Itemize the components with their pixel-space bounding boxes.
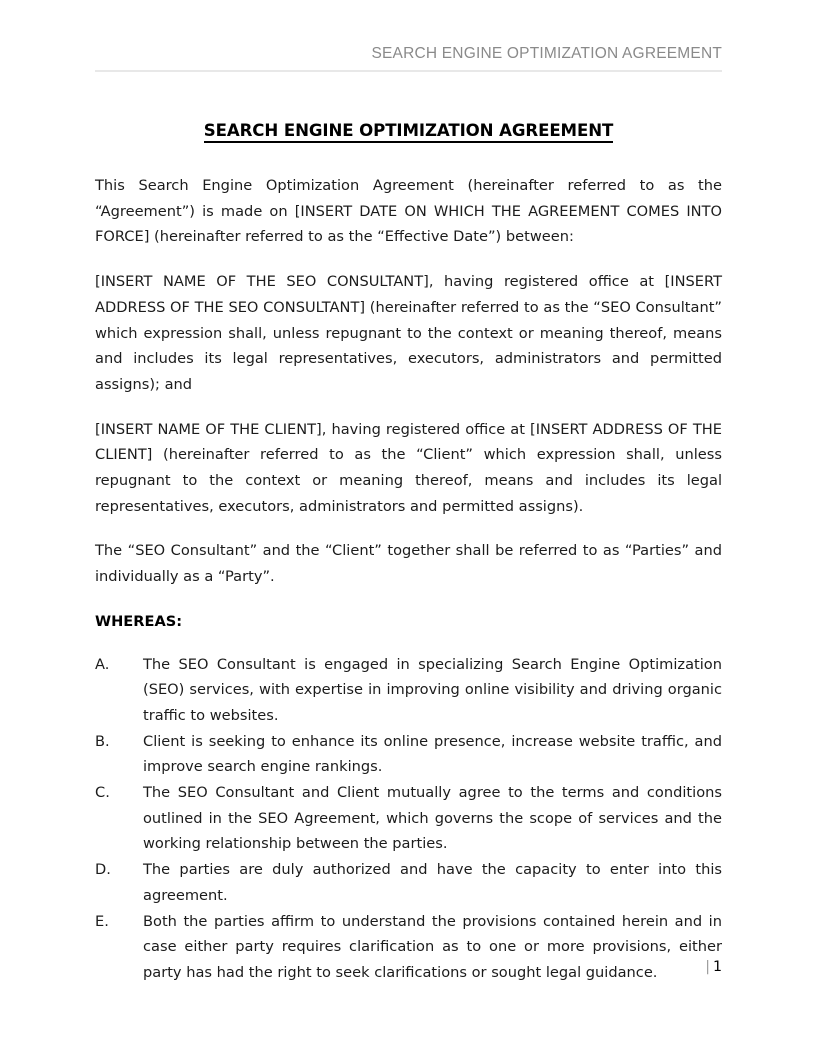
list-item-text: Both the parties affirm to understand the provisions contained herein and in case either party requires clarification as to one or more provisions, either party has had the right to seek clarifications or sought legal guidance. — [143, 912, 722, 981]
list-item-marker: A. — [95, 655, 110, 673]
list-item — [95, 729, 722, 780]
list-item — [95, 780, 722, 857]
list-item-text: The parties are duly authorized and have the capacity to enter into this agreement. — [143, 861, 722, 904]
footer-separator: | — [705, 959, 710, 975]
list-item-text: Client is seeking to enhance its online presence, increase website traffic, and improve search engine rankings. — [143, 732, 722, 776]
list-item-marker: C. — [95, 784, 110, 802]
list-item-marker: B. — [95, 732, 110, 750]
footer-page-number: 1 — [712, 959, 722, 975]
page-title-text: SEARCH ENGINE OPTIMIZATION AGREEMENT — [204, 121, 613, 143]
running-header-text: SEARCH ENGINE OPTIMIZATION AGREEMENT — [371, 45, 722, 62]
paragraph-intro: This Search Engine Optimization Agreement (hereinafter referred to as the “Agreement”) is made on [INSERT DATE ON WHICH THE AGREEMENT COMES INTO FORCE] (hereinafter referred to as the “Effective Date”) between: — [95, 177, 722, 246]
whereas-heading: WHEREAS: — [95, 612, 183, 630]
list-item — [95, 652, 722, 729]
paragraph-party-consultant: [INSERT NAME OF THE SEO CONSULTANT], having registered office at [INSERT ADDRESS OF THE SEO CONSULTANT] (hereinafter referred to as the “SEO Consultant” which expression shall, unless repugnant to the context or meaning thereof, means and includes its legal representatives, executors, administrators and permitted assigns); and — [95, 273, 722, 393]
document-body — [95, 118, 722, 986]
list-item-marker: E. — [95, 912, 109, 930]
paragraph-parties-definition: The “SEO Consultant” and the “Client” together shall be referred to as “Parties” and individually as a “Party”. — [95, 542, 722, 586]
recitals-list — [95, 652, 722, 986]
page-title — [95, 118, 722, 144]
running-header — [95, 44, 722, 72]
page-footer — [95, 957, 722, 977]
list-item-marker: D. — [95, 861, 111, 879]
list-item — [95, 857, 722, 908]
list-item-text: The SEO Consultant and Client mutually agree to the terms and conditions outlined in the SEO Agreement, which governs the scope of services and the working relationship between the parties. — [143, 784, 722, 853]
list-item-text: The SEO Consultant is engaged in specializing Search Engine Optimization (SEO) services, with expertise in improving online visibility and driving organic traffic to websites. — [143, 655, 722, 724]
paragraph-party-client: [INSERT NAME OF THE CLIENT], having registered office at [INSERT ADDRESS OF THE CLIENT] (hereinafter referred to as the “Client” which expression shall, unless repugnant to the context or meaning thereof, means and includes its legal representatives, executors, administrators and permitted assigns). — [95, 420, 722, 515]
